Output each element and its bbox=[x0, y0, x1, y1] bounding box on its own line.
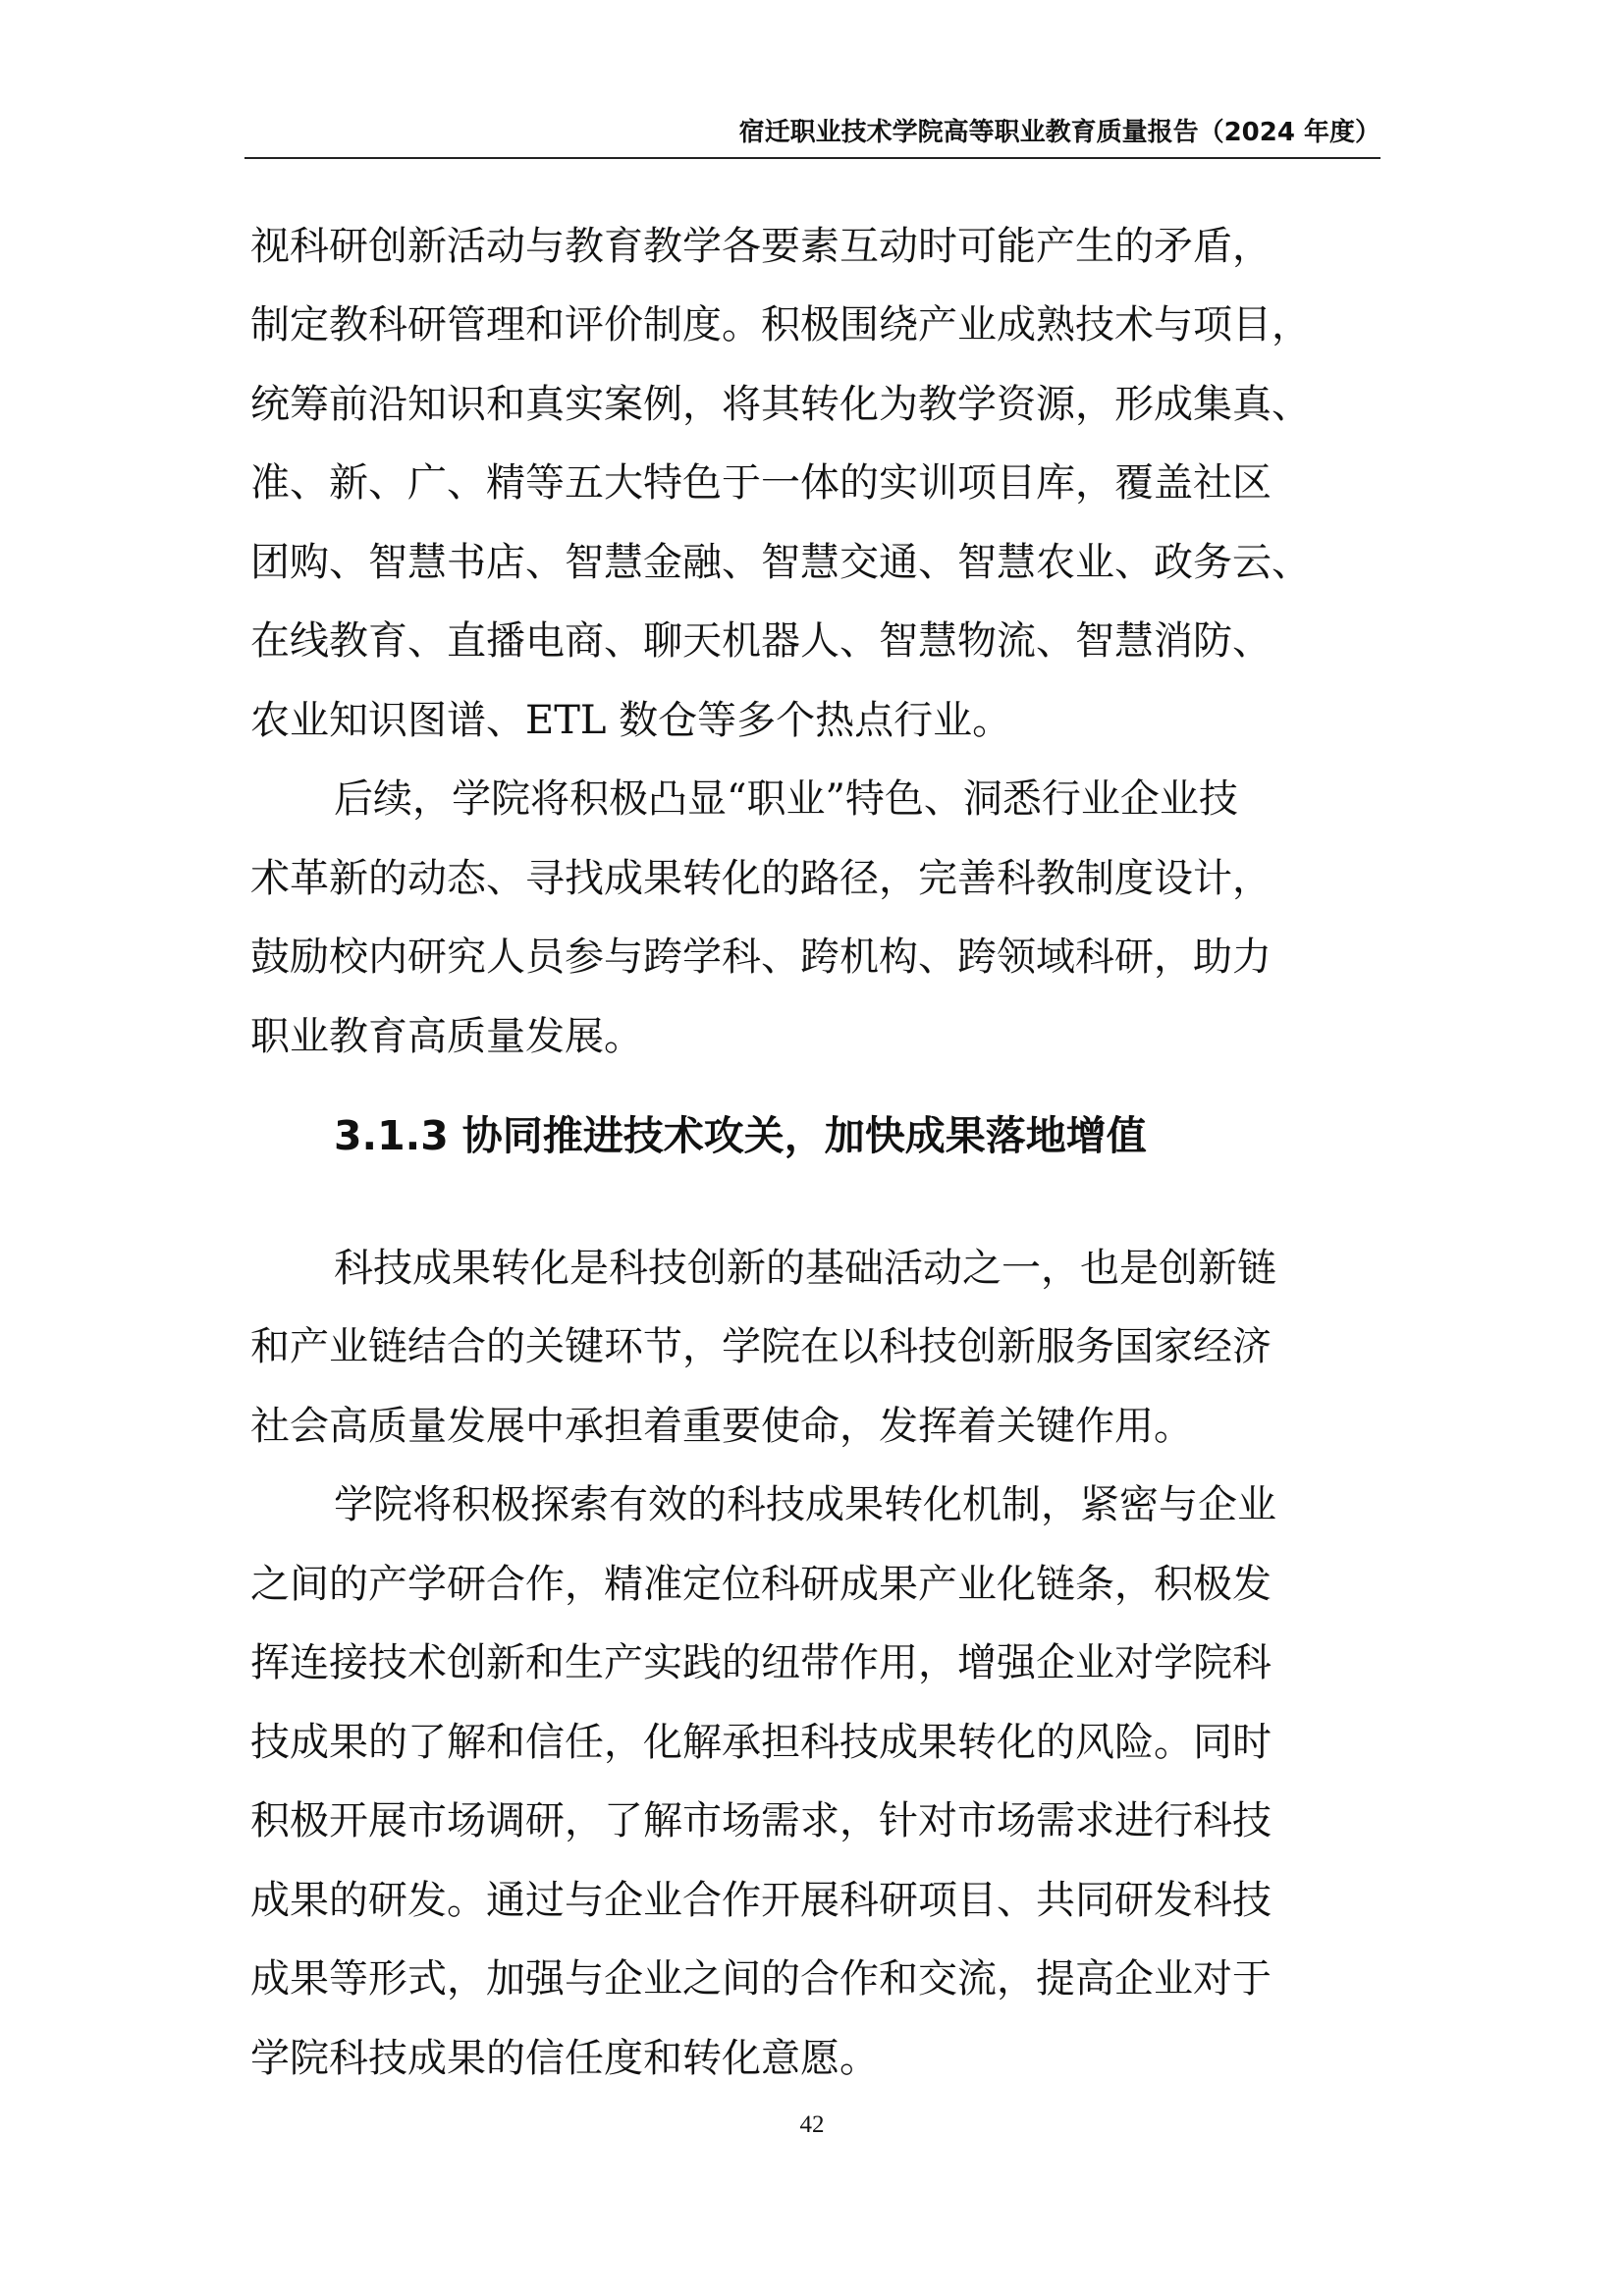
text-line: 学院将积极探索有效的科技成果转化机制，紧密与企业 bbox=[334, 1482, 1276, 1527]
section-heading bbox=[334, 1109, 1147, 1162]
text-line: 后续，学院将积极凸显“职业”特色、洞悉行业企业技 bbox=[334, 776, 1238, 822]
text-line: 技成果的了解和信任，化解承担科技成果转化的风险。同时 bbox=[250, 1720, 1272, 1765]
text-line: 鼓励校内研究人员参与跨学科、跨机构、跨领域科研，助力 bbox=[250, 934, 1272, 980]
text-line: 制定教科研管理和评价制度。积极围绕产业成熟技术与项目， bbox=[250, 302, 1311, 347]
page-number: 42 bbox=[799, 2111, 825, 2138]
text-line: 农业知识图谱、ETL 数仓等多个热点行业。 bbox=[250, 698, 1012, 743]
page-header-title: 宿迁职业技术学院高等职业教育质量报告（2024 年度） bbox=[738, 118, 1380, 147]
text-line: 视科研创新活动与教育教学各要素互动时可能产生的矛盾， bbox=[250, 224, 1272, 269]
text-line: 学院科技成果的信任度和转化意愿。 bbox=[250, 2036, 879, 2081]
text-line: 积极开展市场调研，了解市场需求，针对市场需求进行科技 bbox=[250, 1798, 1272, 1843]
text-line: 职业教育高质量发展。 bbox=[250, 1014, 643, 1059]
text-line: 成果的研发。通过与企业合作开展科研项目、共同研发科技 bbox=[250, 1878, 1272, 1923]
text-line: 术革新的动态、寻找成果转化的路径，完善科教制度设计， bbox=[250, 856, 1272, 901]
text-line: 挥连接技术创新和生产实践的纽带作用，增强企业对学院科 bbox=[250, 1640, 1272, 1685]
text-line: 和产业链结合的关键环节，学院在以科技创新服务国家经济 bbox=[250, 1324, 1272, 1369]
header-divider bbox=[244, 157, 1380, 159]
text-line: 统筹前沿知识和真实案例，将其转化为教学资源，形成集真、 bbox=[250, 382, 1311, 427]
text-line: 在线教育、直播电商、聊天机器人、智慧物流、智慧消防、 bbox=[250, 618, 1272, 664]
section-number: 3.1.3 bbox=[334, 1112, 449, 1159]
text-line: 准、新、广、精等五大特色于一体的实训项目库，覆盖社区 bbox=[250, 460, 1272, 506]
text-line: 成果等形式，加强与企业之间的合作和交流，提高企业对于 bbox=[250, 1956, 1272, 2002]
text-line: 科技成果转化是科技创新的基础活动之一，也是创新链 bbox=[334, 1246, 1276, 1291]
text-line: 社会高质量发展中承担着重要使命，发挥着关键作用。 bbox=[250, 1404, 1193, 1449]
section-title: 协同推进技术攻关，加快成果落地增值 bbox=[461, 1112, 1147, 1159]
text-line: 之间的产学研合作，精准定位科研成果产业化链条，积极发 bbox=[250, 1562, 1272, 1607]
text-line: 团购、智慧书店、智慧金融、智慧交通、智慧农业、政务云、 bbox=[250, 540, 1311, 585]
